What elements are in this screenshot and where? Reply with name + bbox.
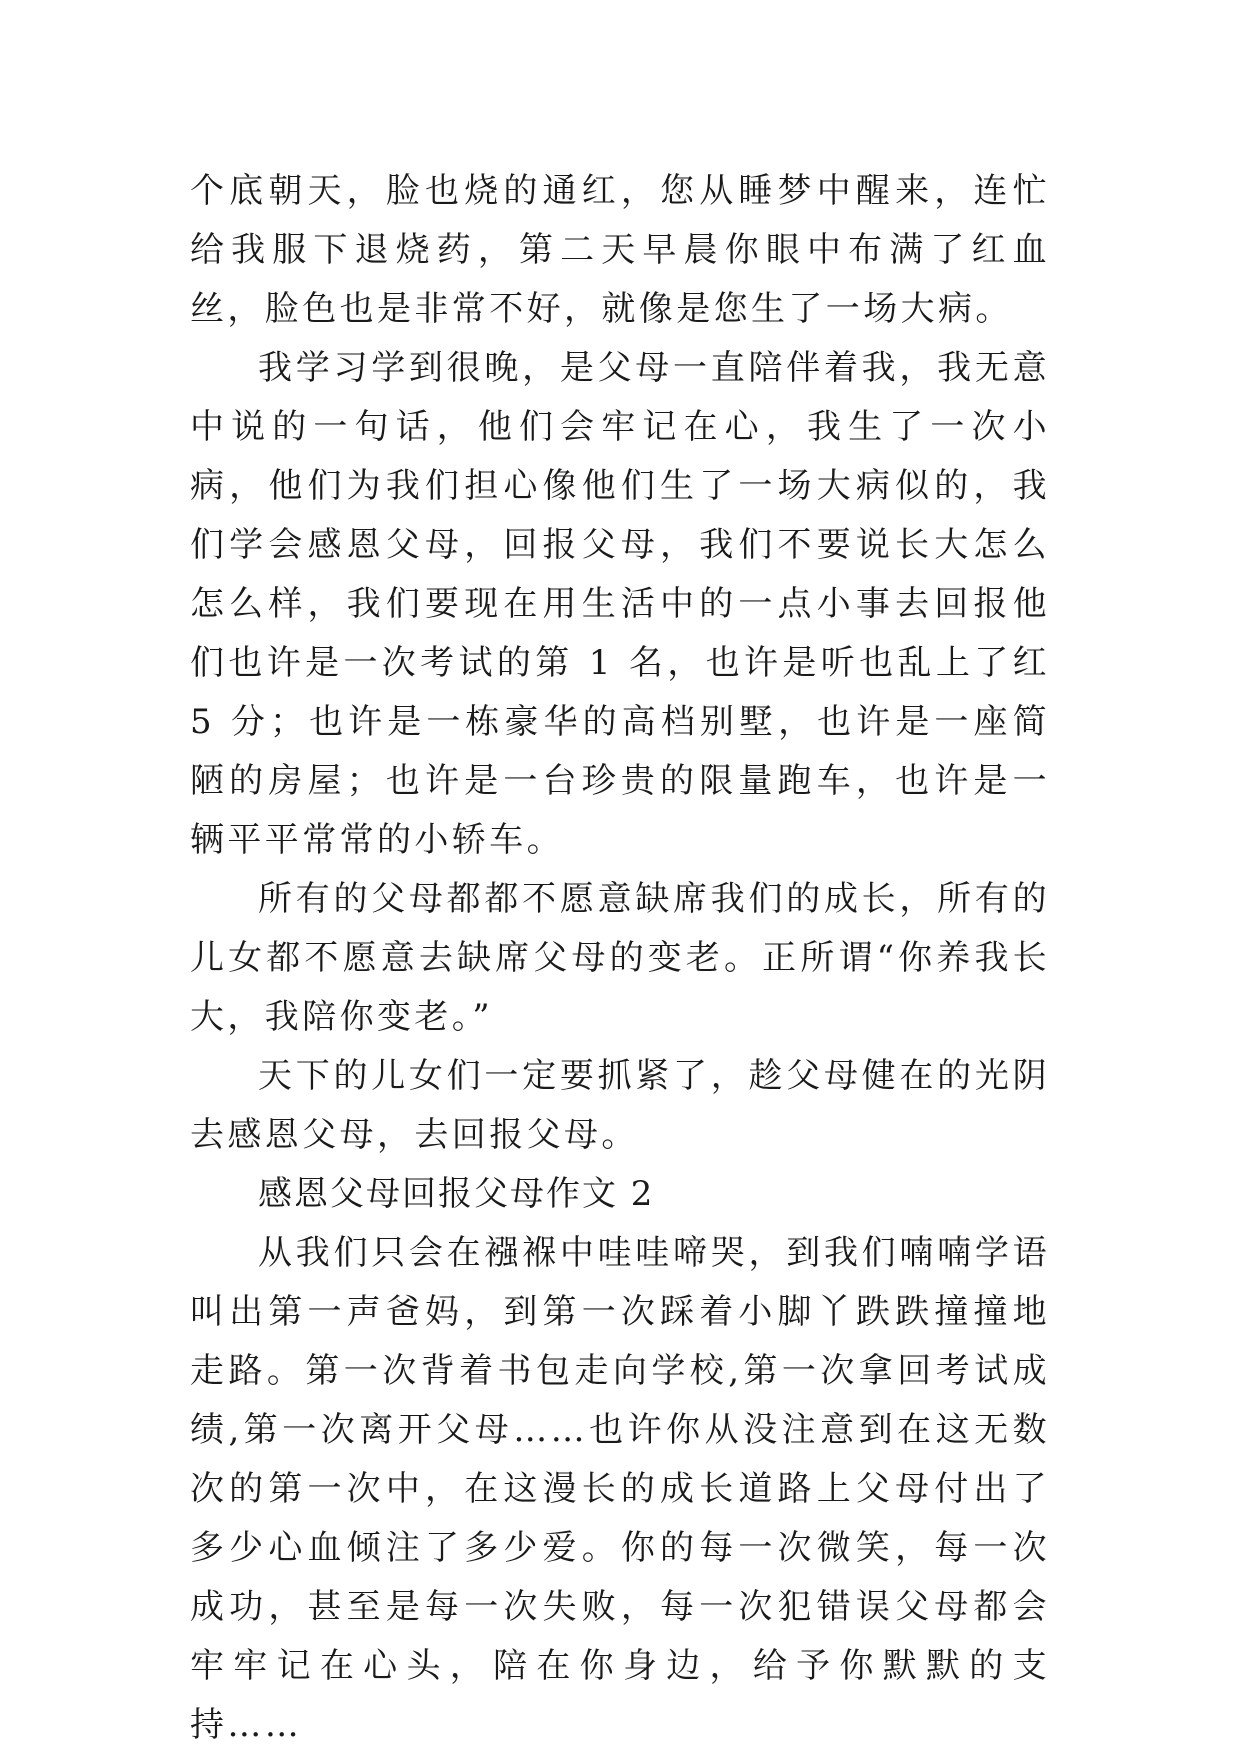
paragraph-5: 从我们只会在襁褓中哇哇啼哭，到我们喃喃学语叫出第一声爸妈，到第一次踩着小脚丫跌跌撞撞地走路。第一次背着书包走向学校,第一次拿回考试成绩,第一次离开父母……也许你从没注意到在这无数次的第一次中，在这漫长的成长道路上父母付出了多少心血倾注了多少爱。你的每一次微笑，每一次成功，甚至是每一次失败，每一次犯错误父母都会牢牢记在心头，陪在你身边，给予你默默的支持……	[190, 1233, 1050, 1745]
document-body	[190, 162, 1050, 1755]
paragraph-2: 我学习学到很晚，是父母一直陪伴着我，我无意中说的一句话，他们会牢记在心，我生了一次小病，他们为我们担心像他们生了一场大病似的，我们学会感恩父母，回报父母，我们不要说长大怎么怎么样，我们要现在用生活中的一点小事去回报他们也许是一次考试的第 1 名，也许是听也乱上了红 5 分；也许是一栋豪华的高档别墅，也许是一座简陋的房屋；也许是一台珍贵的限量跑车，也许是一辆平平常常的小轿车。	[190, 348, 1050, 860]
paragraph-4: 天下的儿女们一定要抓紧了，趁父母健在的光阴去感恩父母，去回报父母。	[190, 1056, 1050, 1155]
paragraph-1: 个底朝天，脸也烧的通红，您从睡梦中醒来，连忙给我服下退烧药，第二天早晨你眼中布满了红血丝，脸色也是非常不好，就像是您生了一场大病。	[190, 171, 1050, 329]
section-heading: 感恩父母回报父母作文 2	[258, 1174, 655, 1214]
paragraph-3: 所有的父母都都不愿意缺席我们的成长，所有的儿女都不愿意去缺席父母的变老。正所谓“你养我长大，我陪你变老。”	[190, 879, 1050, 1037]
